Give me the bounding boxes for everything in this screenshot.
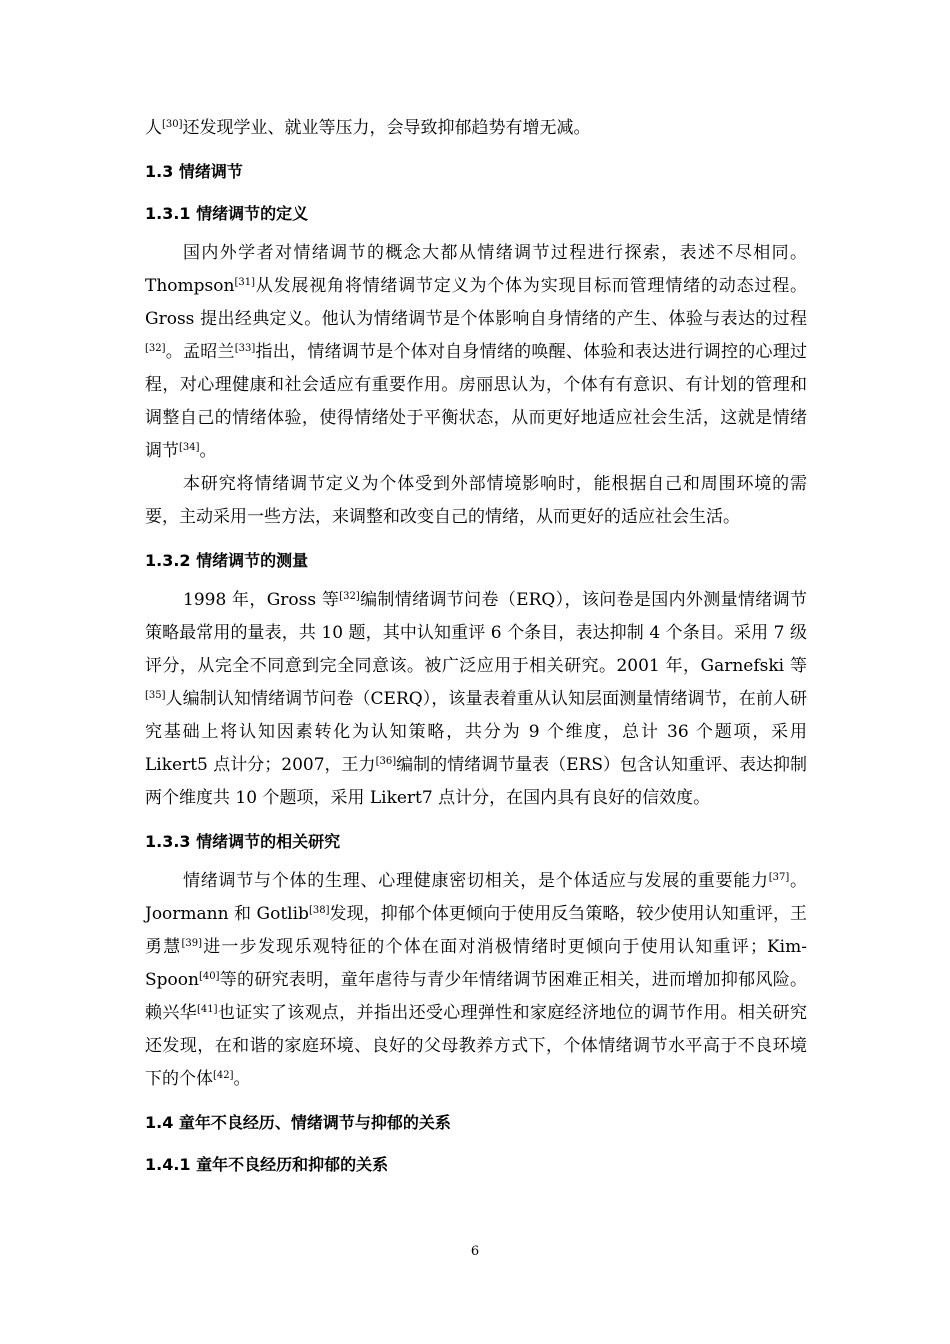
subsection-heading-1-3-1: 1.3.1 情绪调节的定义 [145,204,309,223]
citation: [31] [234,277,255,288]
paragraph-related-research: 情绪调节与个体的生理、心理健康密切相关，是个体适应与发展的重要能力[37]。Joormann 和 Gotlib[38]发现，抑郁个体更倾向于使用反刍策略，较少使用认知重评，王勇慧[39]进一步发现乐观特征的个体在面对消极情绪时更倾向于使用认知重评；Kim-Spoon[40]等的研究表明，童年虐待与青少年情绪调节困难正相关，进而增加抑郁风险。赖兴华[41]也证实了该观点，并指出还受心理弹性和家庭经济地位的调节作用。相关研究还发现，在和谐的家庭环境、良好的父母教养方式下，个体情绪调节水平高于不良环境下的个体[42]。 [145,871,808,1089]
citation: [30] [162,119,183,130]
subsection-heading-1-4-1: 1.4.1 童年不良经历和抑郁的关系 [145,1155,389,1174]
citation: [42] [213,1070,234,1081]
paragraph-measurement: 1998 年，Gross 等[32]编制情绪调节问卷（ERQ），该问卷是国内外测量情绪调节策略最常用的量表，共 10 题，其中认知重评 6 个条目，表达抑制 4 个条目。采用 7 级评分，从完全不同意到完全同意该。被广泛应用于相关研究。2001 年，Garnefski 等[35]人编制认知情绪调节问卷（CERQ），该量表着重从认知层面测量情绪调节，在前人研究基础上将认知因素转化为认知策略，共分为 9 个维度，总计 36 个题项，采用 Likert5 点计分；2007，王力[36]编制的情绪调节量表（ERS）包含认知重评、表达抑制两个维度共 10 个题项，采用 Likert7 点计分，在国内具有良好的信效度。 [145,590,808,808]
citation: [33] [234,343,256,354]
citation: [39] [181,938,202,949]
citation: [32] [145,343,166,354]
citation: [35] [145,690,166,701]
citation: [32] [339,591,360,602]
document-body [145,112,807,1176]
citation: [36] [375,756,397,767]
paragraph-continued: 人[30]还发现学业、就业等压力，会导致抑郁趋势有增无减。 [145,118,591,138]
citation: [41] [197,1004,218,1015]
citation: [40] [198,971,220,982]
page-number: 6 [470,1244,480,1259]
paragraph-study-definition: 本研究将情绪调节定义为个体受到外部情境影响时，能根据自己和周围环境的需要，主动采用一些方法，来调整和改变自己的情绪，从而更好的适应社会生活。 [145,474,807,527]
subsection-heading-1-3-2: 1.3.2 情绪调节的测量 [145,551,309,570]
citation: [37] [768,872,790,883]
subsection-heading-1-3-3: 1.3.3 情绪调节的相关研究 [145,832,341,851]
section-heading-1-3: 1.3 情绪调节 [145,162,243,181]
citation: [34] [179,442,200,453]
paragraph-definition: 国内外学者对情绪调节的概念大都从情绪调节过程进行探索，表述不尽相同。Thompson[31]从发展视角将情绪调节定义为个体为实现目标而管理情绪的动态过程。Gross 提出经典定义。他认为情绪调节是个体影响自身情绪的产生、体验与表达的过程[32]。孟昭兰[33]指出，情绪调节是个体对自身情绪的唤醒、体验和表达进行调控的心理过程，对心理健康和社会适应有重要作用。房丽思认为，个体有有意识、有计划的管理和调整自己的情绪体验，使得情绪处于平衡状态，从而更好地适应社会生活，这就是情绪调节[34]。 [145,243,808,461]
section-heading-1-4: 1.4 童年不良经历、情绪调节与抑郁的关系 [145,1113,451,1132]
citation: [38] [308,905,330,916]
